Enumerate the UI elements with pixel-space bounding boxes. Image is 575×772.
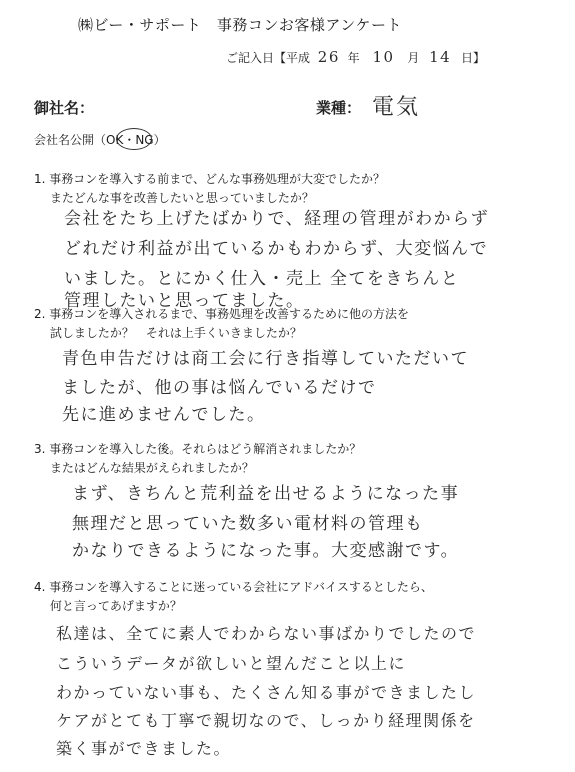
question-text: 4. 事務コンを導入することに迷っている会社にアドバイスするとしたら、 (34, 580, 433, 594)
date-day: 14 (429, 48, 452, 66)
industry-value: 電気 (372, 95, 421, 120)
company-disclosure: 会社名公開（OK・NG） (34, 133, 166, 147)
answer-line: 私達は、全てに素人でわからない事ばかりでしたので (56, 624, 477, 643)
date-month: 10 (372, 48, 395, 66)
date-day-unit: 日】 (461, 51, 486, 65)
date-label: ご記入日【平成 (226, 51, 311, 65)
page-title: ㈱ビー・サポート 事務コンお客様アンケート (78, 16, 403, 34)
company-name-label: 御社名： (34, 99, 95, 117)
question-text: 1. 事務コンを導入する前まで、どんな事務処理が大変でしたか？ (34, 172, 386, 186)
answer-line: まず、きちんと荒利益を出せるようになった事 (72, 484, 460, 504)
question-text: 2. 事務コンを導入されるまで、事務処理を改善するために他の方法を (34, 307, 410, 321)
question-text: またどんな事を改善したいと思っていましたか？ (34, 191, 314, 205)
date-month-unit: 月 (407, 51, 420, 65)
answer-line: 無理だと思っていた数多い電材料の管理も (72, 514, 424, 534)
entry-date (226, 48, 485, 66)
industry-label: 業種： (316, 99, 362, 117)
answer-line: ケアがとても丁寧で親切なので、しっかり経理関係を (56, 711, 476, 730)
answer-line: いました。とにかく仕入・売上 全てをきちんと (64, 269, 460, 289)
ng-selection-circle (116, 128, 152, 150)
date-year-unit: 年 (347, 51, 360, 65)
answer-line: こういうデータが欲しいと望んだこと以上に (56, 654, 407, 673)
question-text: またはどんな結果がえられましたか？ (34, 461, 254, 475)
answer-line: かなりできるようになった事。大変感謝です。 (72, 541, 460, 561)
date-year: 26 (317, 48, 340, 66)
question-text: 何と言ってあげますか？ (34, 599, 182, 613)
question-text: 3. 事務コンを導入した後。それらはどう解消されましたか？ (34, 442, 362, 456)
answer-line: 管理したいと思ってました。 (64, 291, 305, 311)
answer-line: 会社をたち上げたばかりで、経理の管理がわからず (64, 209, 490, 229)
answer-line: ましたが、他の事は悩んでいるだけで (62, 378, 377, 398)
answer-line: 築く事ができました。 (56, 739, 232, 758)
answer-line: 青色申告だけは商工会に行き指導していただいて (62, 349, 469, 369)
answer-line: どれだけ利益が出ているかもわからず、大変悩んで (64, 239, 489, 259)
answer-line: わかっていない事も、たくさん知る事ができましたし (56, 683, 477, 702)
answer-line: 先に進めませんでした。 (62, 405, 266, 425)
question-text: 試しましたか？ それは上手くいきましたか？ (34, 326, 302, 340)
